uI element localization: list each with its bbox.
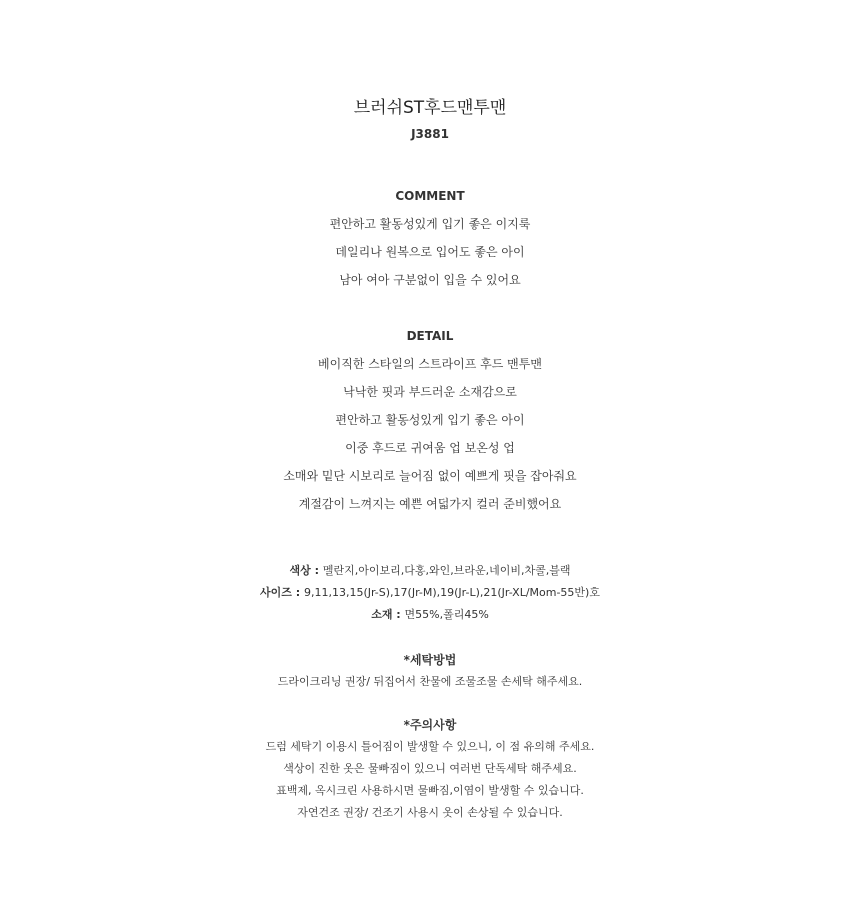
washing-heading: *세탁방법 (403, 653, 457, 667)
detail-line: 이중 후드로 귀여움 업 보온성 업 (345, 441, 515, 455)
spec-color-label: 색상 : (289, 564, 323, 577)
spec-size-label: 사이즈 : (260, 586, 304, 599)
spec-color (0, 562, 860, 580)
spec-material-value: 면55%,폴리45% (404, 608, 489, 621)
product-code: J3881 (411, 127, 449, 141)
comment-heading: COMMENT (395, 189, 465, 203)
caution-line: 표백제, 옥시크린 사용하시면 물빠짐,이염이 발생할 수 있습니다. (276, 784, 584, 797)
spec-size-value: 9,11,13,15(Jr-S),17(Jr-M),19(Jr-L),21(Jr-XL/Mom-55반)호 (303, 586, 600, 599)
caution-line: 자연건조 권장/ 건조기 사용시 옷이 손상될 수 있습니다. (297, 806, 563, 819)
spec-material (0, 606, 860, 624)
comment-line: 데일리나 원복으로 입어도 좋은 아이 (335, 245, 525, 259)
detail-line: 낙낙한 핏과 부드러운 소재감으로 (343, 385, 517, 399)
caution-heading: *주의사항 (403, 718, 457, 732)
washing-line: 드라이크리닝 권장/ 뒤집어서 찬물에 조물조물 손세탁 해주세요. (277, 675, 583, 688)
spec-material-label: 소재 : (371, 608, 405, 621)
caution-line: 드럼 세탁기 이용시 틀어짐이 발생할 수 있으니, 이 점 유의해 주세요. (265, 740, 595, 753)
comment-line: 남아 여아 구분없이 입을 수 있어요 (339, 273, 521, 287)
detail-line: 계절감이 느껴지는 예쁜 여덟가지 컬러 준비했어요 (298, 497, 562, 511)
caution-line: 색상이 진한 옷은 물빠짐이 있으니 여러번 단독세탁 해주세요. (283, 762, 577, 775)
detail-line: 베이직한 스타일의 스트라이프 후드 맨투맨 (318, 357, 542, 371)
detail-line: 편안하고 활동성있게 입기 좋은 아이 (335, 413, 525, 427)
detail-heading: DETAIL (406, 329, 454, 343)
detail-line: 소매와 밑단 시보리로 늘어짐 없이 예쁘게 핏을 잡아줘요 (283, 469, 577, 483)
product-title: 브러쉬ST후드맨투맨 (353, 98, 507, 118)
spec-size (0, 584, 860, 602)
comment-line: 편안하고 활동성있게 입기 좋은 이지룩 (329, 217, 531, 231)
spec-color-value: 멜란지,아이보리,다홍,와인,브라운,네이비,차콜,블랙 (322, 564, 571, 577)
